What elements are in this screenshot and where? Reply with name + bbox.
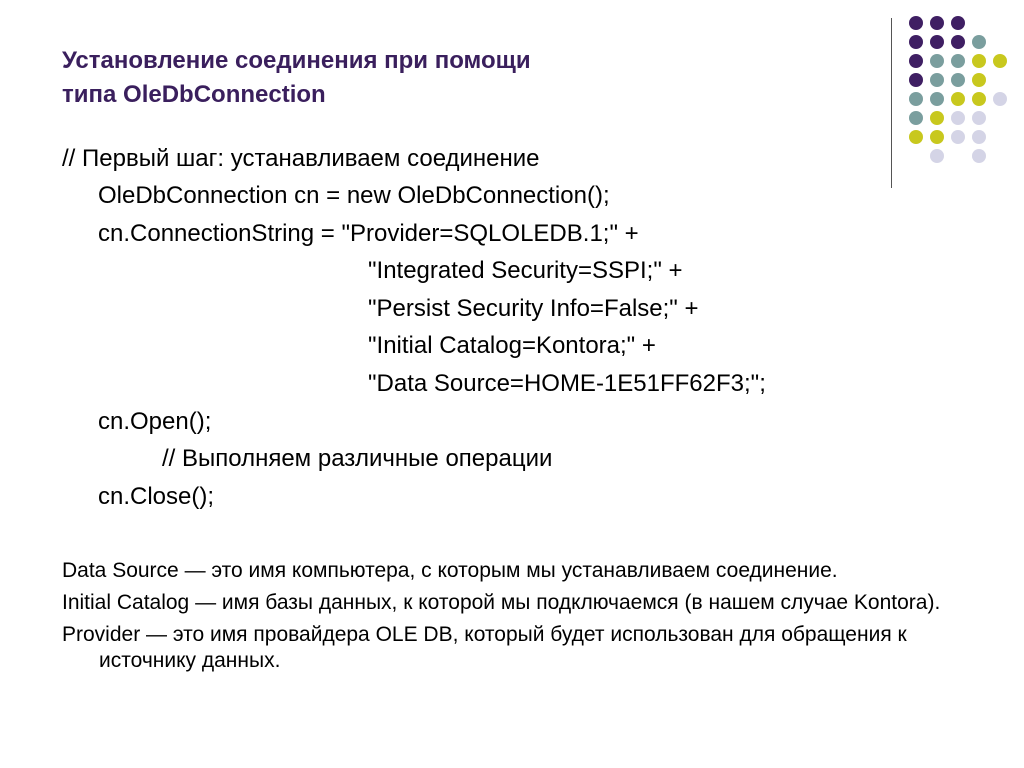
decorative-dot — [972, 130, 986, 144]
decorative-dot — [909, 54, 923, 68]
code-comment-operations: // Выполняем различные операции — [162, 445, 553, 472]
decorative-dot — [930, 73, 944, 87]
code-line-new-connection: OleDbConnection cn = new OleDbConnection(); — [98, 182, 610, 209]
decorative-dot — [951, 73, 965, 87]
decorative-dot — [972, 92, 986, 106]
decorative-dot — [909, 35, 923, 49]
decorative-divider — [891, 18, 892, 188]
code-line-data-source: "Data Source=HOME-1E51FF62F3;"; — [368, 370, 766, 397]
note-data-source: Data Source — это имя компьютера, с которым мы устанавливаем соединение. — [62, 559, 838, 582]
decorative-dot — [972, 54, 986, 68]
slide-title-line-2: типа OleDbConnection — [62, 81, 326, 108]
slide-title — [62, 44, 531, 112]
decorative-dot — [909, 92, 923, 106]
code-comment-first-step: // Первый шаг: устанавливаем соединение — [62, 145, 540, 172]
decorative-dot — [909, 111, 923, 125]
decorative-dot — [930, 149, 944, 163]
notes-section — [62, 558, 982, 680]
decorative-dot — [930, 54, 944, 68]
decorative-dot — [930, 111, 944, 125]
decorative-dot — [951, 16, 965, 30]
slide-title-line-1: Установление соединения при помощи — [62, 47, 531, 74]
decorative-dot — [930, 92, 944, 106]
decorative-dot — [951, 35, 965, 49]
decorative-dot — [951, 92, 965, 106]
decorative-dot — [951, 130, 965, 144]
code-line-open: cn.Open(); — [98, 408, 212, 435]
code-line-integrated-security: "Integrated Security=SSPI;" + — [368, 257, 683, 284]
decorative-dot — [993, 54, 1007, 68]
code-line-initial-catalog: "Initial Catalog=Kontora;" + — [368, 332, 656, 359]
code-line-persist-security: "Persist Security Info=False;" + — [368, 295, 699, 322]
decorative-dot — [930, 35, 944, 49]
decorative-dot — [993, 92, 1007, 106]
code-line-close: cn.Close(); — [98, 483, 215, 510]
decorative-dot — [909, 130, 923, 144]
decorative-dot — [909, 73, 923, 87]
decorative-dot — [951, 111, 965, 125]
decorative-dot — [972, 149, 986, 163]
decorative-dot — [972, 73, 986, 87]
note-provider: Provider — это имя провайдера OLE DB, который будет использован для обращения к источнику данных. — [62, 623, 907, 672]
decorative-dot — [930, 130, 944, 144]
decorative-dot — [972, 111, 986, 125]
code-line-connection-string: cn.ConnectionString = "Provider=SQLOLEDB.1;" + — [98, 220, 639, 247]
decorative-dot — [951, 54, 965, 68]
decorative-dot — [972, 35, 986, 49]
decorative-dot — [909, 16, 923, 30]
note-initial-catalog: Initial Catalog — имя базы данных, к которой мы подключаемся (в нашем случае Kontora). — [62, 591, 941, 614]
decorative-dot — [930, 16, 944, 30]
